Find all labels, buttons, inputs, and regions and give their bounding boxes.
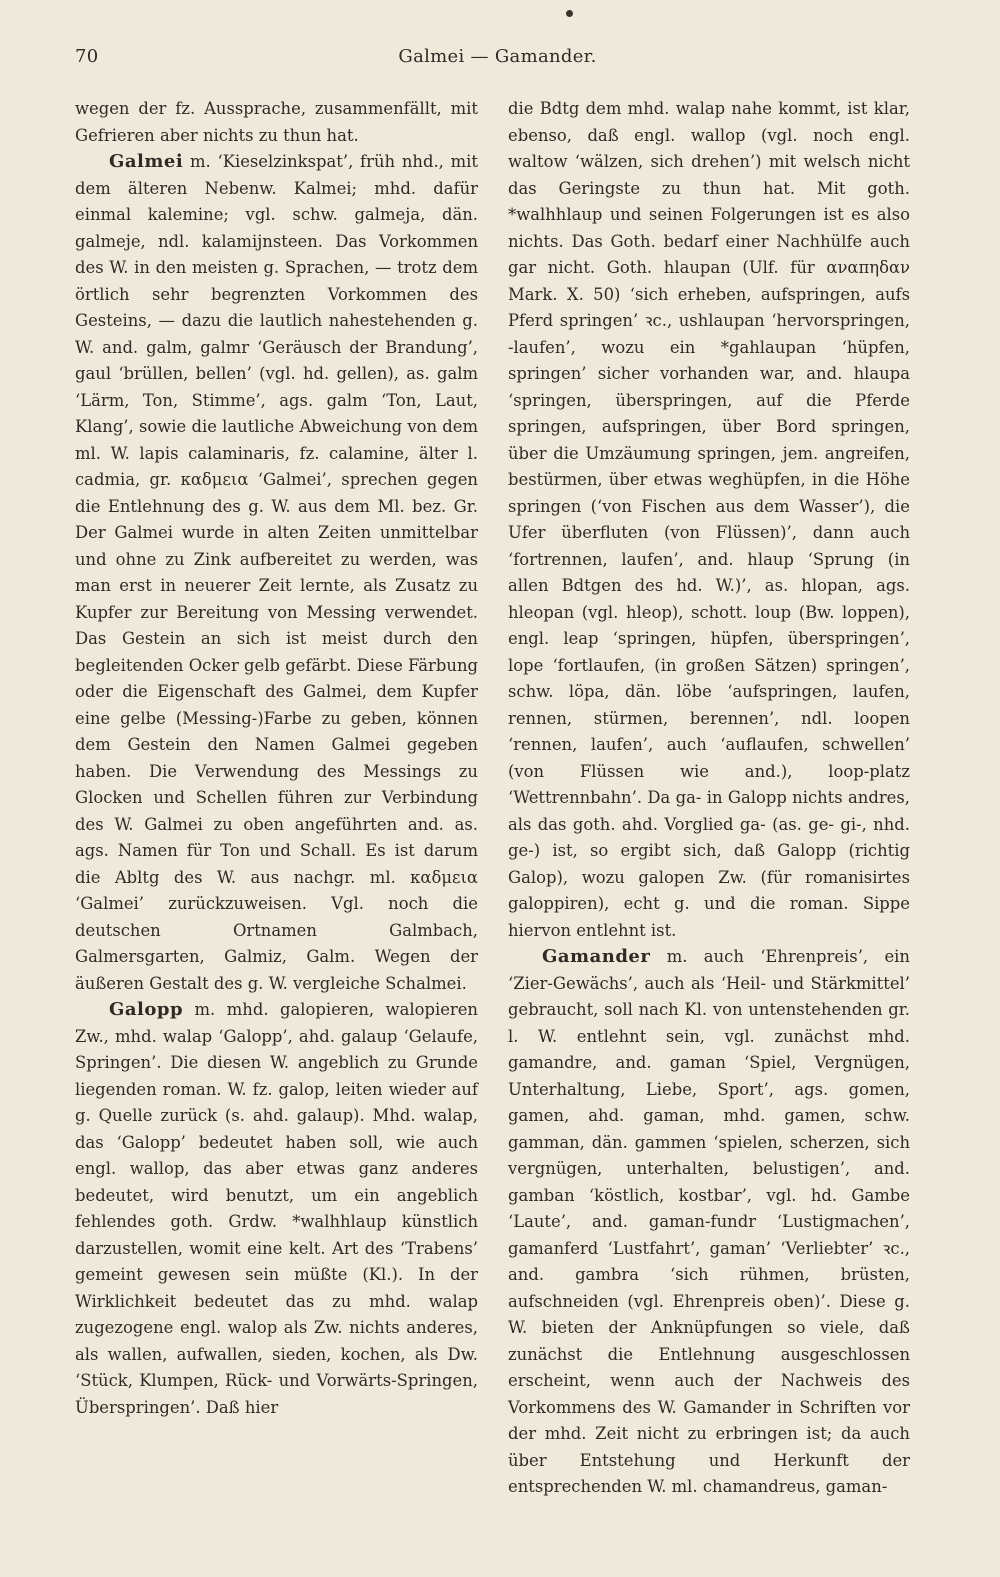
headword: Galmei	[109, 151, 184, 172]
entry-galopp	[75, 997, 478, 1421]
headword: Galopp	[109, 999, 184, 1020]
page-header	[75, 46, 920, 76]
entry-text: m. mhd. galopieren, walopieren Zw., mhd. walap ‘Galopp’, ahd. galaup ‘Gelaufe, Springen’. Die diesen W. angeblich zu Grunde liegenden roman. W. fz. galop, leiten wieder auf g. Quelle zurück (s. ahd. galaup). Mhd. walap, das ‘Galopp’ bedeutet haben soll, wie auch engl. wallop, das aber etwas ganz anderes bedeutet, wird benutzt, um ein angeblich fehlendes goth. Grdw. *walhhlaup künstlich darzustellen, womit eine kelt. Art des ‘Trabens’ gemeint gewesen sein müßte (Kl.). In der Wirklichkeit bedeutet das zu mhd. walap zugezogene engl. walop als Zw. nichts anderes, als wallen, aufwallen, sieden, kochen, als Dw. ‘Stück, Klumpen, Rück- und Vorwärts-Springen, Überspringen’. Daß hier	[75, 1000, 478, 1417]
left-column	[75, 96, 478, 1421]
headword: Gamander	[542, 946, 651, 967]
entry-text: m. ‘Kieselzinkspat’, früh nhd., mit dem älteren Nebenw. Kalmei; mhd. dafür einmal kalemine; vgl. schw. galmeja, dän. galmeje, ndl. kalamijnsteen. Das Vorkommen des W. in den meisten g. Sprachen, — trotz dem örtlich sehr begrenzten Vorkommen des Gesteins, — dazu die lautlich nahestehenden g. W. and. galm, galmr ‘Geräusch der Brandung’, gaul ‘brüllen, bellen’ (vgl. hd. gellen), as. galm ‘Lärm, Ton, Stimme’, ags. galm ‘Ton, Laut, Klang’, sowie die lautliche Abweichung von dem ml. W. lapis calaminaris, fz. calamine, älter l. cadmia, gr. καδμεια ‘Galmei’, sprechen gegen die Entlehnung des g. W. aus dem Ml. bez. Gr. Der Galmei wurde in alten Zeiten unmittelbar und ohne zu Zink aufbereitet zu werden, was man erst in neuerer Zeit lernte, als Zusatz zu Kupfer zur Bereitung von Messing verwendet. Das Gestein an sich ist meist durch den begleitenden Ocker gelb gefärbt. Diese Färbung oder die Eigenschaft des Galmei, dem Kupfer eine gelbe (Messing-)Farbe zu geben, können dem Gestein den Namen Galmei gegeben haben. Die Verwendung des Messings zu Glocken und Schellen führen zur Verbindung des W. Galmei zu oben angeführten and. as. ags. Namen für Ton und Schall. Es ist darum die Abltg des W. aus nachgr. ml. καδμεια ‘Galmei’ zurückzuweisen. Vgl. noch die deutschen Ortnamen Galmbach, Galmersgarten, Galmiz, Galm. Wegen der äußeren Gestalt des g. W. vergleiche Schalmei.	[75, 152, 478, 993]
continuation-paragraph: wegen der fz. Aussprache, zusammenfällt, mit Gefrieren aber nichts zu thun hat.	[75, 99, 478, 145]
continuation-paragraph: die Bdtg dem mhd. walap nahe kommt, ist klar, ebenso, daß engl. wallop (vgl. noch engl. waltow ‘wälzen, sich drehen’) mit welsch nicht das Geringste zu thun hat. Mit goth. *walhhlaup und seinen Folgerungen ist es also nichts. Das Goth. bedarf einer Nachhülfe auch gar nicht. Goth. hlaupan (Ulf. für αναπηδαν Mark. X. 50) ‘sich erheben, aufspringen, aufs Pferd springen’ ꝛc., ushlaupan ‘hervorspringen, -laufen’, wozu ein *gahlaupan ‘hüpfen, springen’ sicher vorhanden war, and. hlaupa ‘springen, überspringen, auf die Pferde springen, aufspringen, über Bord springen, über die Umzäumung springen, jem. angreifen, bestürmen, über etwas weghüpfen, in die Höhe springen (‘von Fischen aus dem Wasser’), die Ufer überfluten (von Flüssen)’, dann auch ‘fortrennen, laufen’, and. hlaup ‘Sprung (in allen Bdtgen des hd. W.)’, as. hlopan, ags. hleopan (vgl. hleop), schott. loup (Bw. loppen), engl. leap ‘springen, hüpfen, überspringen’, lope ‘fortlaufen, (in großen Sätzen) springen’, schw. löpa, dän. löbe ‘aufspringen, laufen, rennen, stürmen, berennen’, ndl. loopen ‘rennen, laufen’, auch ‘auflaufen, schwellen’ (von Flüssen wie and.), loop-platz ‘Wettrennbahn’. Da ga- in Galopp nichts andres, als das goth. ahd. Vorglied ga- (as. ge- gi-, nhd. ge-) ist, so ergibt sich, daß Galopp (richtig Galop), wozu galopen Zw. (für romanisirtes galoppiren), echt g. und die roman. Sippe hiervon entlehnt ist.	[508, 99, 910, 940]
entry-gamander	[508, 944, 910, 1501]
page-number: 70	[75, 46, 99, 67]
running-head: Galmei — Gamander.	[398, 46, 597, 67]
right-column	[508, 96, 910, 1501]
entry-text: m. auch ‘Ehrenpreis’, ein ‘Zier-Gewächs’, auch als ‘Heil- und Stärkmittel’ gebraucht, soll nach Kl. von untenstehenden gr. l. W. entlehnt sein, vgl. zunächst mhd. gamandre, and. gaman ‘Spiel, Vergnügen, Unterhaltung, Liebe, Sport’, ags. gomen, gamen, ahd. gaman, mhd. gamen, schw. gamman, dän. gammen ‘spielen, scherzen, sich vergnügen, unterhalten, belustigen’, and. gamban ‘köstlich, kostbar’, vgl. hd. Gambe ‘Laute’, and. gaman-fundr ‘Lustigmachen’, gamanferd ‘Lustfahrt’, gaman’ ‘Verliebter’ ꝛc., and. gambra ‘sich rühmen, brüsten, aufschneiden (vgl. Ehrenpreis oben)’. Diese g. W. bieten der Anknüpfungen so viele, daß zunächst die Entlehnung ausgeschlossen erscheint, wenn auch der Nachweis des Vorkommens des W. Gamander in Schriften vor der mhd. Zeit nicht zu erbringen ist; da auch über Entstehung und Herkunft der entsprechenden W. ml. chamandreus, gaman-	[508, 947, 910, 1496]
entry-galmei	[75, 149, 478, 997]
ink-dot	[566, 10, 573, 17]
